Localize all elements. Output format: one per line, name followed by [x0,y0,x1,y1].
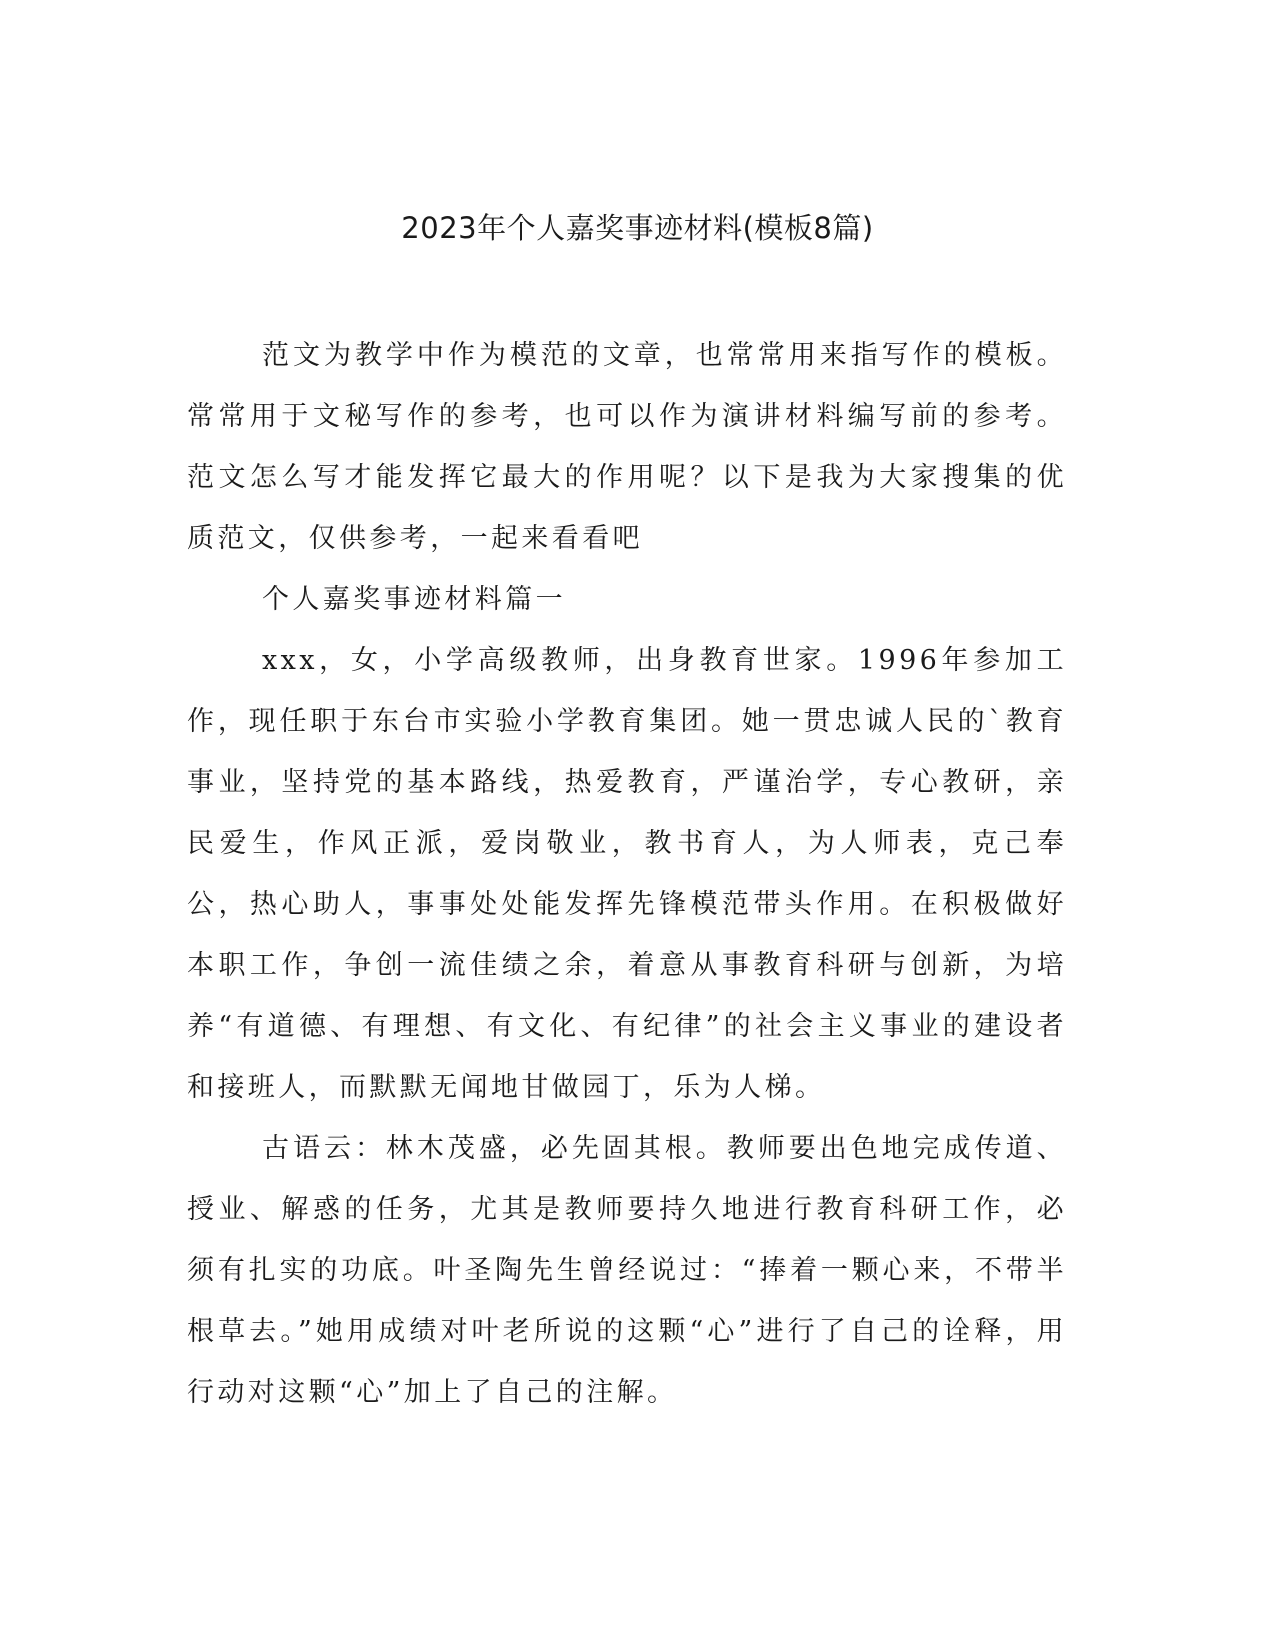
document-body [187,325,1067,1423]
intro-paragraph: 范文为教学中作为模范的文章，也常常用来指写作的模板。常常用于文秘写作的参考，也可以作为演讲材料编写前的参考。范文怎么写才能发挥它最大的作用呢？以下是我为大家搜集的优质范文，仅供参考，一起来看看吧 [187,340,1067,554]
body-paragraph: 古语云：林木茂盛，必先固其根。教师要出色地完成传道、授业、解惑的任务，尤其是教师要持久地进行教育科研工作，必须有扎实的功底。叶圣陶先生曾经说过：“捧着一颗心来，不带半根草去。”她用成绩对叶老所说的这颗“心”进行了自己的诠释，用行动对这颗“心”加上了自己的注解。 [187,1133,1067,1408]
section-heading: 个人嘉奖事迹材料篇一 [262,584,566,615]
document-title: 2023年个人嘉奖事迹材料(模板8篇) [401,211,874,245]
body-paragraph: xxx，女，小学高级教师，出身教育世家。1996年参加工作，现任职于东台市实验小学教育集团。她一贯忠诚人民的`教育事业，坚持党的基本路线，热爱教育，严谨治学，专心教研，亲民爱生，作风正派，爱岗敬业，教书育人，为人师表，克己奉公，热心助人，事事处处能发挥先锋模范带头作用。在积极做好本职工作，争创一流佳绩之余，着意从事教育科研与创新，为培养“有道德、有理想、有文化、有纪律”的社会主义事业的建设者和接班人，而默默无闻地甘做园丁，乐为人梯。 [187,645,1067,1103]
